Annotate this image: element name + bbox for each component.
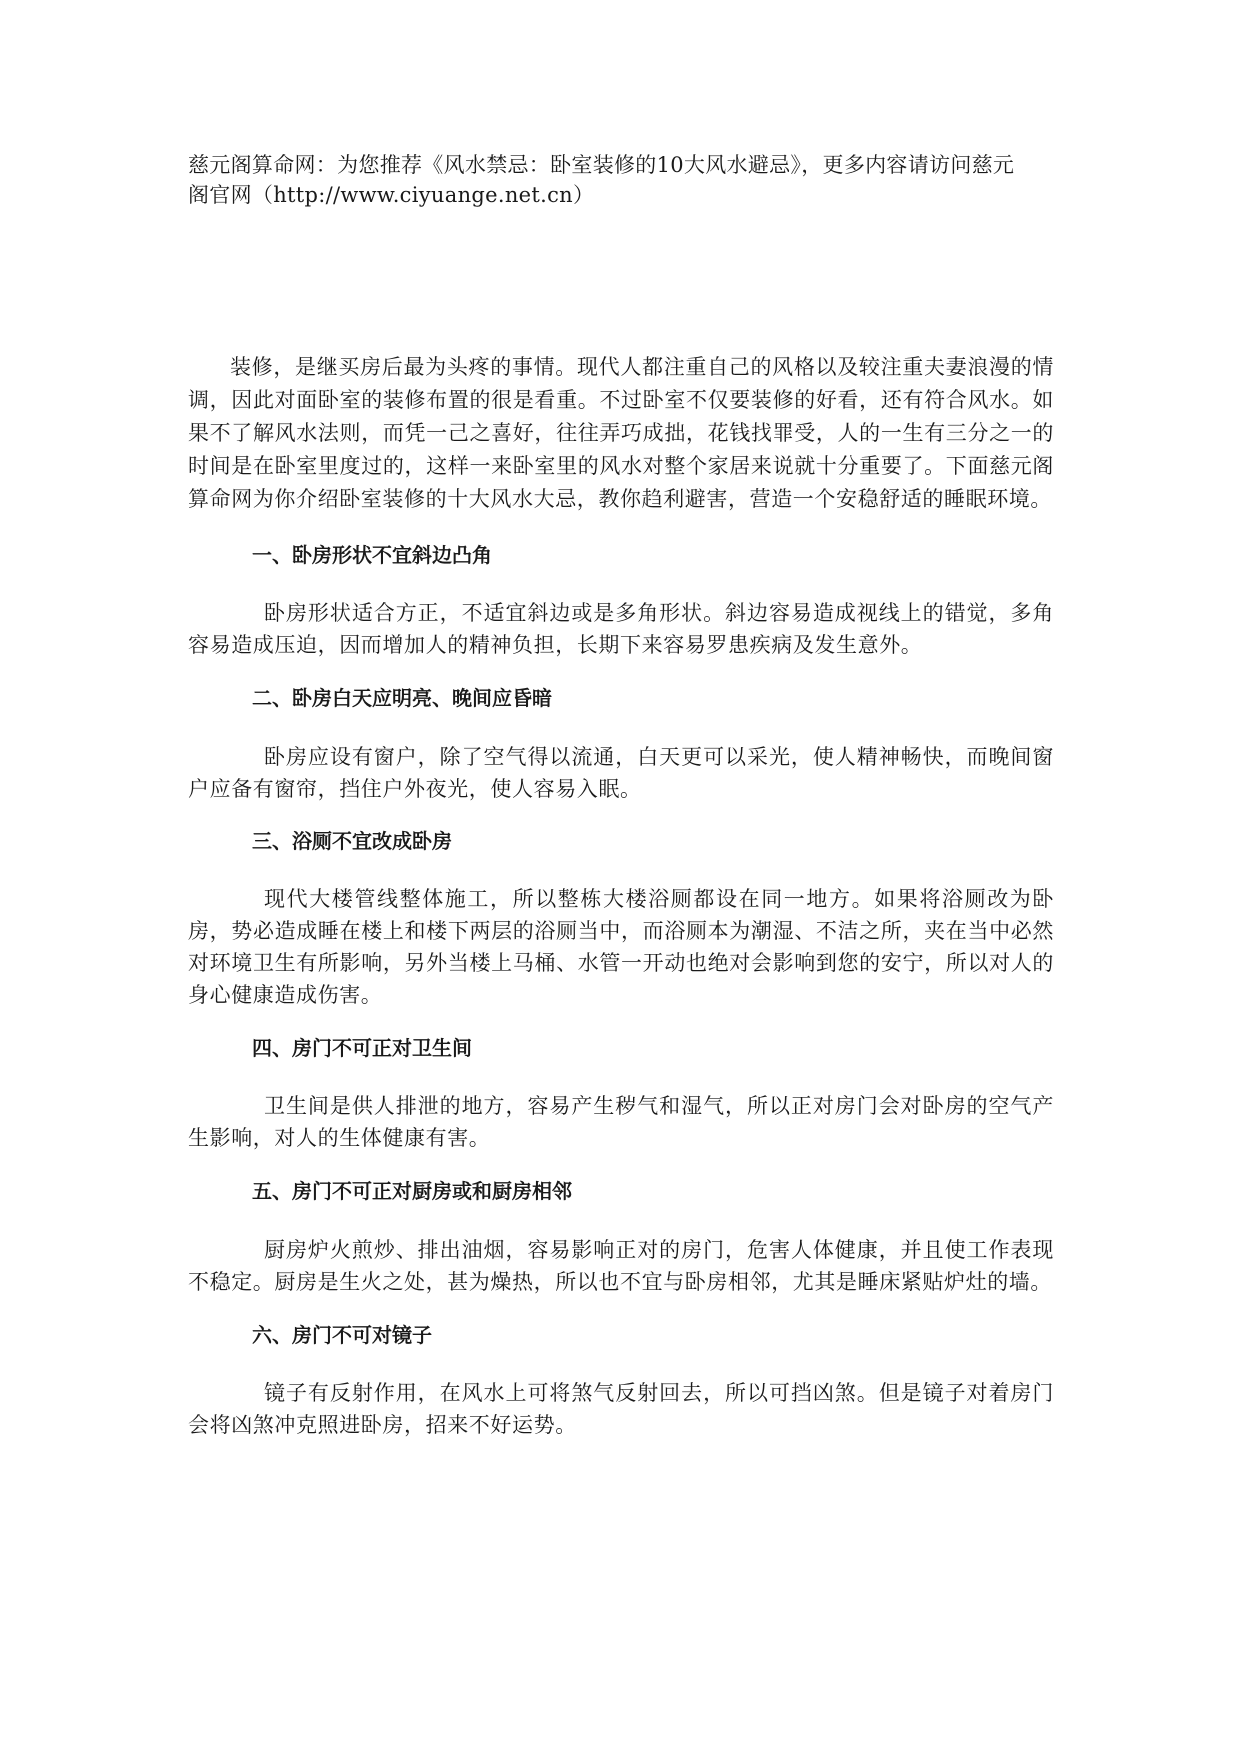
section-paragraph: 现代大楼管线整体施工，所以整栋大楼浴厕都设在同一地方。如果将浴厕改为卧房，势必造成睡在楼上和楼下两层的浴厕当中，而浴厕本为潮湿、不洁之所，夹在当中必然对环境卫生有所影响，另外当楼上马桶、水管一开动也绝对会影响到您的安宁，所以对人的身心健康造成伤害。 [188,887,1054,1007]
section-heading: 六、房门不可对镜子 [252,1323,432,1347]
section-6 [188,1320,1054,1441]
section-heading: 一、卧房形状不宜斜边凸角 [252,543,492,567]
section-paragraph: 卫生间是供人排泄的地方，容易产生秽气和湿气，所以正对房门会对卧房的空气产生影响，对人的生体健康有害。 [188,1094,1054,1150]
section-3 [188,826,1054,1011]
source-notice [188,150,1054,210]
section-5 [188,1176,1054,1298]
intro-paragraph: 装修，是继买房后最为头疼的事情。现代人都注重自己的风格以及较注重夫妻浪漫的情调，因此对面卧室的装修布置的很是看重。不过卧室不仅要装修的好看，还有符合风水。如果不了解风水法则，而凭一己之喜好，往往弄巧成拙，花钱找罪受，人的一生有三分之一的时间是在卧室里度过的，这样一来卧室里的风水对整个家居来说就十分重要了。下面慈元阁算命网为你介绍卧室装修的十大风水大忌，教你趋利避害，营造一个安稳舒适的睡眠环境。 [188,355,1054,511]
section-paragraph: 卧房形状适合方正，不适宜斜边或是多角形状。斜边容易造成视线上的错觉，多角容易造成压迫，因而增加人的精神负担，长期下来容易罗患疾病及发生意外。 [188,601,1054,657]
section-paragraph: 厨房炉火煎炒、排出油烟，容易影响正对的房门，危害人体健康，并且使工作表现不稳定。厨房是生火之处，甚为燥热，所以也不宜与卧房相邻，尤其是睡床紧贴炉灶的墙。 [188,1238,1054,1294]
source-notice-line-1: 慈元阁算命网：为您推荐《风水禁忌：卧室装修的10大风水避忌》，更多内容请访问慈元 [188,153,1015,177]
section-4 [188,1033,1054,1154]
section-2 [188,683,1054,805]
section-heading: 四、房门不可正对卫生间 [252,1036,472,1060]
section-paragraph: 卧房应设有窗户，除了空气得以流通，白天更可以采光，使人精神畅快，而晚间窗户应备有窗帘，挡住户外夜光，使人容易入眠。 [188,745,1054,801]
source-notice-line-2: 阁官网（http://www.ciyuange.net.cn） [188,183,595,207]
section-1 [188,540,1054,661]
section-heading: 三、浴厕不宜改成卧房 [252,829,452,853]
section-heading: 五、房门不可正对厨房或和厨房相邻 [252,1179,572,1203]
article-content [188,351,1054,1441]
section-heading: 二、卧房白天应明亮、晚间应昏暗 [252,686,552,710]
section-paragraph: 镜子有反射作用，在风水上可将煞气反射回去，所以可挡凶煞。但是镜子对着房门会将凶煞冲克照进卧房，招来不好运势。 [188,1381,1054,1437]
